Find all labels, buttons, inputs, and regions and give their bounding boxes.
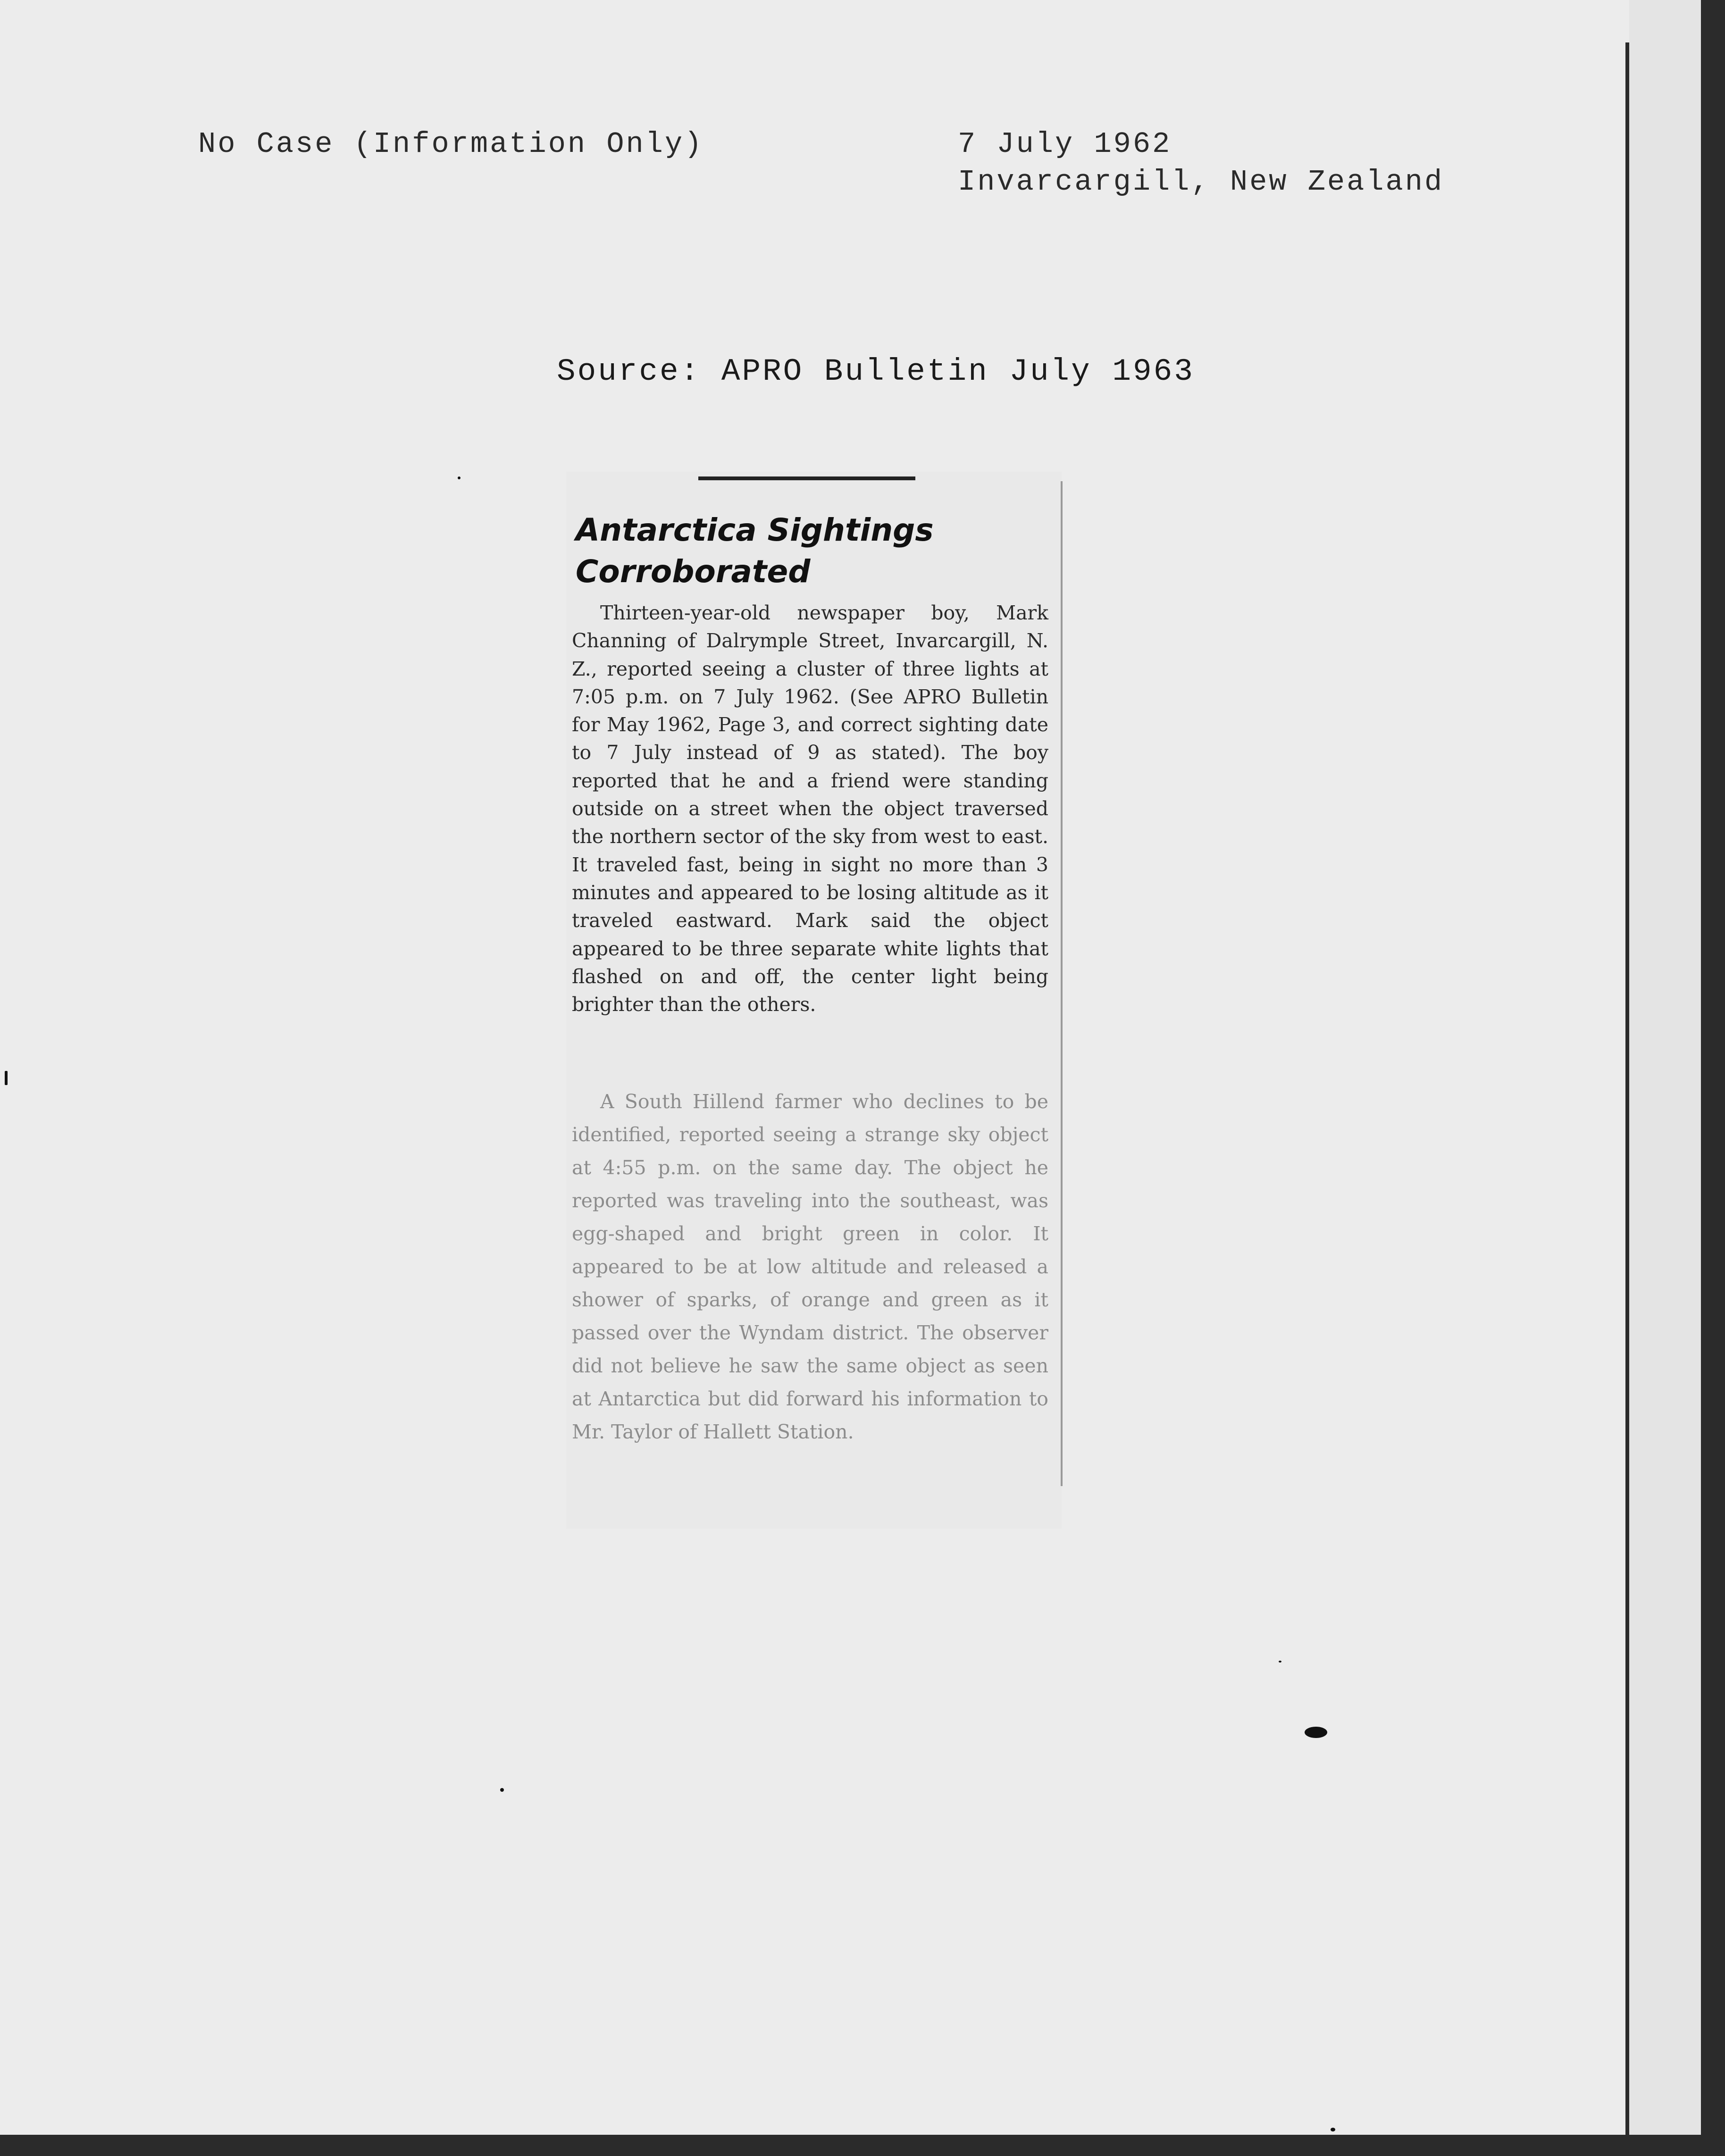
- speck: [1331, 2128, 1335, 2131]
- speck: [5, 1071, 8, 1085]
- right-margin-rule: [1625, 42, 1629, 2135]
- clipping-column-rule: [1061, 481, 1063, 1486]
- source-line: Source: APRO Bulletin July 1963: [557, 354, 1195, 389]
- speck: [500, 1788, 504, 1792]
- clipping-paragraph: Thirteen-year-old newspaper boy, Mark Channing of Dalrymple Street, Invarcargill, N. Z., reported seeing a cluster of three lights at 7:05 p.m. on 7 July 1962. (See APRO Bulletin for May 1962, Page 3, and correct sighting date to 7 July instead of 9 as stated). The boy reported that he and a friend were standing outside on a street when the object traversed the northern sector of the sky from west to east. It traveled fast, being in sight no more than 3 minutes and appeared to be losing altitude as it traveled eastward. Mark said the object appeared to be three separate white lights that flashed on and off, the center light being brighter than the others.: [572, 602, 1048, 1016]
- stray-ink-mark: [1305, 1727, 1327, 1738]
- speck: [1279, 1661, 1281, 1663]
- case-location: Invarcargill, New Zealand: [958, 165, 1444, 199]
- clipping-top-rule: [698, 476, 915, 480]
- clipping-headline: Antarctica Sightings Corroborated: [576, 512, 934, 590]
- page-edge-shadow: [1629, 0, 1701, 2135]
- case-label: No Case (Information Only): [198, 127, 704, 161]
- clipping-paragraph: A South Hillend farmer who declines to be identified, reported seeing a strange sky object at 4:55 p.m. on the same day. The object he reported was traveling into the southeast, was egg-shaped and bright green in color. It appeared to be at low altitude and released a shower of sparks, of orange and green as it passed over the Wyndam district. The observer did not believe he saw the same object as seen at Antarctica but did forward his information to Mr. Taylor of Hallett Station.: [572, 1090, 1048, 1443]
- speck: [458, 476, 461, 479]
- newspaper-clipping: [566, 472, 1062, 1529]
- case-date: 7 July 1962: [958, 127, 1172, 161]
